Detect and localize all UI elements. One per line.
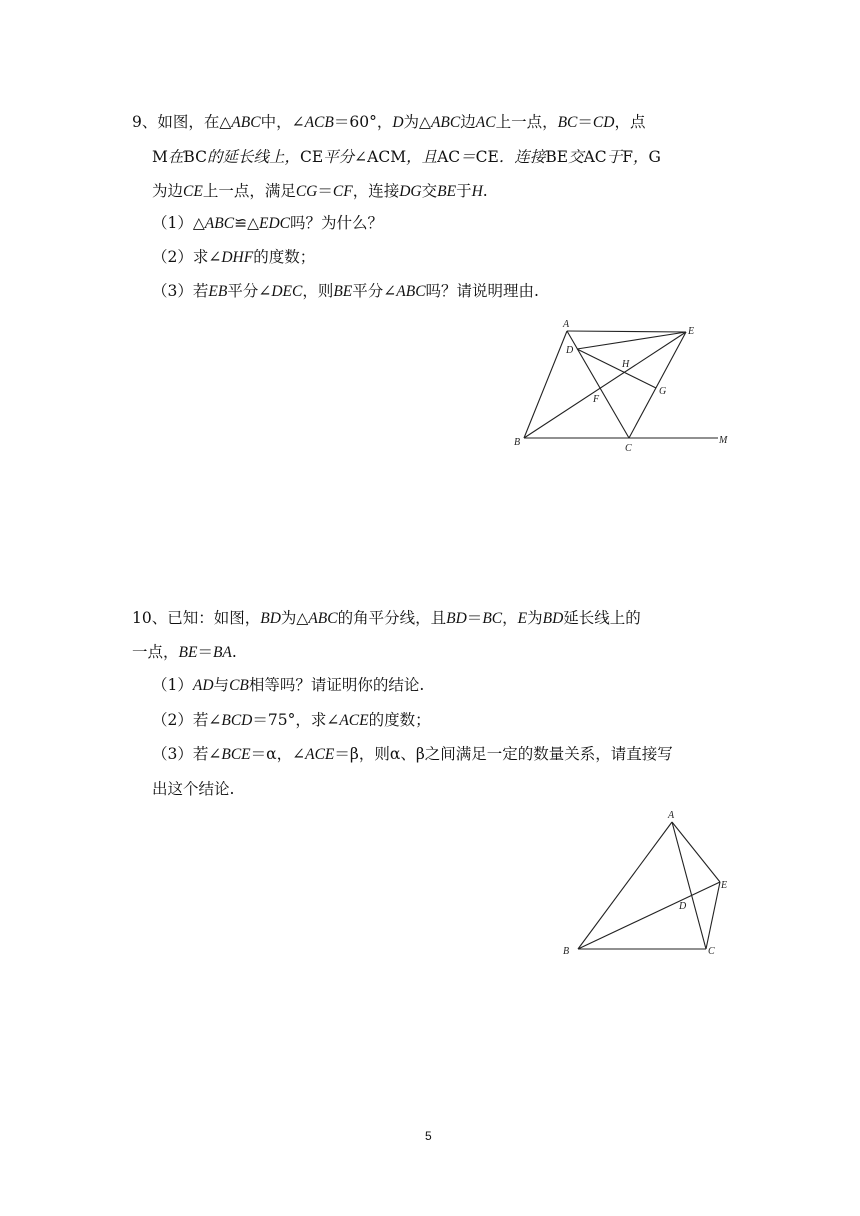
- q10-label-c: C: [708, 946, 715, 957]
- q10-part-3-cont: 出这个结论.: [152, 780, 235, 798]
- q9-label-a: A: [563, 319, 570, 330]
- q9-part-1: （1）△ABC≌△EDC吗？为什么？: [152, 214, 384, 232]
- q10-figure-lines: [578, 822, 720, 949]
- q9-part-3: （3）若EB平分∠DEC，则BE平分∠ABC吗？请说明理由.: [152, 282, 539, 300]
- q10-part-1: （1）AD与CB相等吗？请证明你的结论.: [152, 676, 425, 694]
- q9-stem-line-2: M在BC的延长线上，CE平分∠ACM，且AC＝CE．连接BE交AC于F，G: [152, 148, 661, 166]
- q10-stem-line-2: 一点，BE＝BA.: [132, 643, 237, 661]
- q9-stem-line-1: 9、如图，在△ABC中，∠ACB＝60°，D为△ABC边AC上一点，BC＝CD，点: [132, 113, 646, 131]
- q9-part-2: （2）求∠DHF的度数；: [152, 248, 316, 266]
- q10-seg-ac: [672, 822, 706, 949]
- q10-label-e: E: [721, 880, 728, 891]
- q9-label-e: E: [688, 326, 695, 337]
- q9-label-g: G: [659, 386, 667, 397]
- q9-label-h: H: [622, 359, 630, 370]
- q10-seg-ae: [672, 822, 720, 882]
- q10-label-b: B: [563, 946, 570, 957]
- q10-stem-line-1: 10、已知：如图，BD为△ABC的角平分线，且BD＝BC，E为BD延长线上的: [132, 609, 641, 627]
- q9-label-c: C: [625, 443, 632, 454]
- q9-label-b: B: [514, 437, 521, 448]
- q10-label-d: D: [679, 901, 687, 912]
- q10-part-2: （2）若∠BCD＝75°，求∠ACE的度数；: [152, 711, 431, 729]
- q9-label-m: M: [719, 435, 728, 446]
- q9-label-f: F: [593, 394, 600, 405]
- q10-seg-be: [578, 882, 720, 949]
- page-number: 5: [425, 1129, 432, 1143]
- q9-stem-line-3: 为边CE上一点，满足CG＝CF，连接DG交BE于H.: [152, 182, 488, 200]
- q10-seg-ce: [706, 882, 720, 949]
- q10-label-a: A: [668, 810, 675, 821]
- q9-label-d: D: [566, 345, 574, 356]
- q10-part-3: （3）若∠BCE＝α，∠ACE＝β，则α、β之间满足一定的数量关系，请直接写: [152, 745, 673, 763]
- q10-seg-ab: [578, 822, 672, 949]
